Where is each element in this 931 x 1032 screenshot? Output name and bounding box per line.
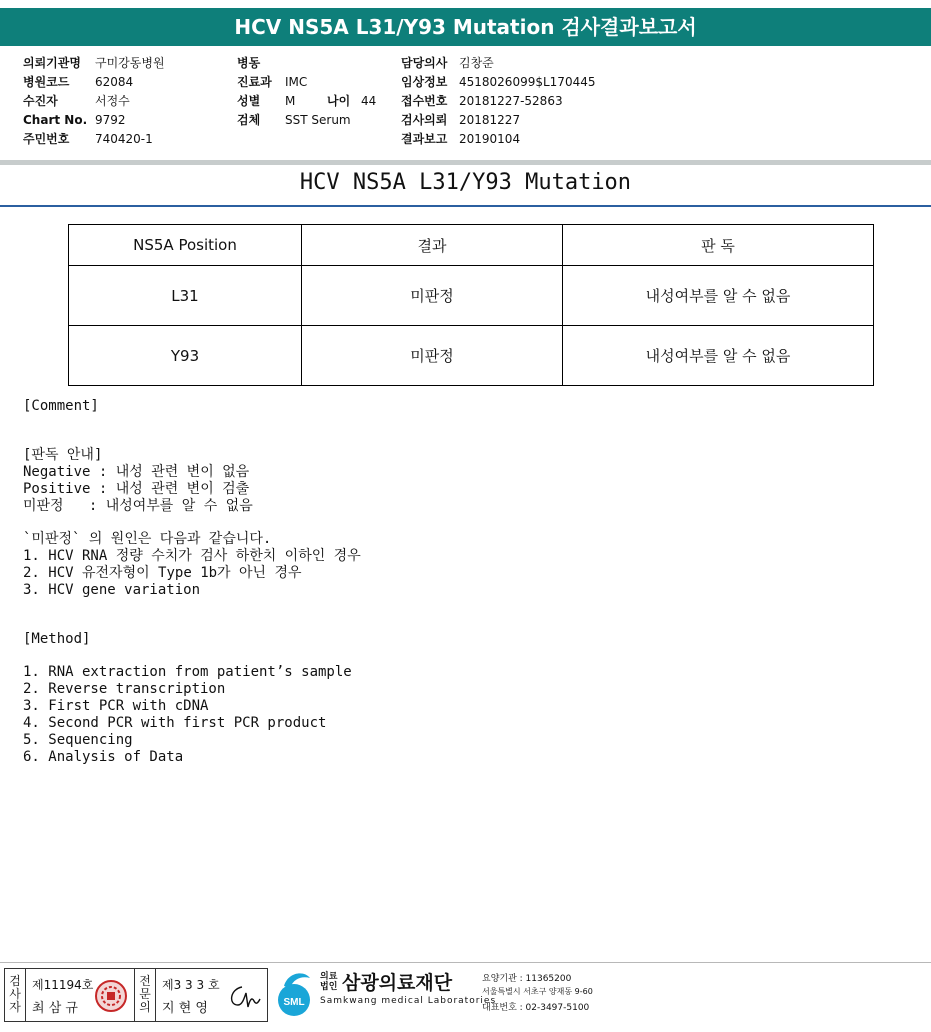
info-label: 병동 (237, 56, 261, 70)
guide-heading: [판독 안내] (23, 447, 103, 463)
info-value: 김창준 (459, 56, 494, 70)
method-step: 2. Reverse transcription (23, 681, 226, 697)
doctor-license: 제3 3 3 호 (162, 978, 220, 992)
info-column-2 (237, 54, 376, 130)
info-label: 의뢰기관명 (23, 56, 81, 70)
info-value: 20181227 (459, 113, 521, 127)
report-title: HCV NS5A L31/Y93 Mutation (299, 170, 632, 195)
method-step: 1. RNA extraction from patient’s sample (23, 664, 352, 680)
doctor-label-cell (135, 969, 156, 1021)
info-label: 담당의사 (401, 56, 448, 70)
title-underline (0, 205, 931, 207)
info-value: 20181227-52863 (459, 94, 563, 108)
info-label: 주민번호 (23, 132, 70, 146)
guide-line: 미판정 : 내성여부를 알 수 없음 (23, 498, 253, 514)
info-label: 성별 (237, 94, 261, 108)
patient-info (0, 54, 931, 154)
doctor-name: 지 현 영 (162, 1001, 208, 1016)
column-header: 판 독 (563, 225, 874, 266)
info-column-1 (23, 54, 165, 149)
comment-section (23, 398, 903, 766)
info-label: 병원코드 (23, 75, 70, 89)
method-step: 5. Sequencing (23, 732, 133, 748)
interpretation-cell: 내성여부를 알 수 없음 (563, 266, 874, 326)
org-address: 서울특별시 서초구 양재동 9-60 (482, 987, 593, 996)
interpretation-cell: 내성여부를 알 수 없음 (563, 326, 874, 386)
info-label: 접수번호 (401, 94, 448, 108)
info-value: M (285, 94, 296, 108)
org-prefix: 의료 법인 (320, 972, 338, 992)
seal-icon (94, 979, 128, 1013)
info-label: 수진자 (23, 94, 58, 108)
info-value: 740420-1 (95, 132, 153, 146)
info-label: 검체 (237, 113, 261, 127)
column-header: NS5A Position (69, 225, 302, 266)
info-value: 20190104 (459, 132, 521, 146)
result-cell: 미판정 (302, 326, 563, 386)
table-row (69, 326, 874, 386)
report-header-title: HCV NS5A L31/Y93 Mutation 검사결과보고서 (234, 15, 697, 39)
logo-text: SML (283, 997, 305, 1008)
cause-item: 2. HCV 유전자형이 Type 1b가 아닌 경우 (23, 565, 302, 581)
examiner-name: 최 삼 규 (32, 1001, 78, 1016)
age-value: 44 (361, 94, 377, 108)
guide-line: Negative : 내성 관련 변이 없음 (23, 464, 250, 480)
info-label: 임상정보 (401, 75, 448, 89)
examiner-cell (26, 969, 135, 1021)
report-header (0, 8, 931, 46)
footer-divider (0, 962, 931, 963)
info-value: 서정수 (95, 94, 130, 108)
results-table (68, 224, 874, 386)
info-value: 구미강동병원 (95, 56, 165, 70)
organization-logo (270, 966, 930, 1022)
info-value: 9792 (95, 113, 126, 127)
method-step: 6. Analysis of Data (23, 749, 184, 765)
table-row (69, 266, 874, 326)
signature-icon (226, 981, 262, 1011)
position-cell: Y93 (69, 326, 302, 386)
info-value: 4518026099$L170445 (459, 75, 596, 89)
info-column-3 (401, 54, 595, 149)
section-divider (0, 160, 931, 165)
cause-intro: `미판정` 의 원인은 다음과 같습니다. (23, 531, 272, 547)
info-value: IMC (285, 75, 308, 89)
info-value: 62084 (95, 75, 134, 89)
examiner-license: 제11194호 (32, 978, 94, 992)
age-label: 나이 (327, 94, 351, 108)
guide-line: Positive : 내성 관련 변이 검출 (23, 481, 250, 497)
doctor-label: 전문의 (139, 974, 151, 1014)
sml-logo-icon (270, 968, 316, 1018)
info-value: SST Serum (285, 113, 351, 127)
org-name: 삼광의료재단 (342, 972, 453, 994)
org-code: 요양기관 : 11365200 (482, 974, 572, 984)
doctor-cell (156, 969, 266, 1021)
org-phone: 대표번호 : 02-3497-5100 (482, 1003, 590, 1013)
position-cell: L31 (69, 266, 302, 326)
org-english-name: Samkwang medical Laboratories (320, 996, 497, 1006)
cause-item: 3. HCV gene variation (23, 582, 201, 598)
column-header: 결과 (302, 225, 563, 266)
table-header-row (69, 225, 874, 266)
signature-box (4, 968, 268, 1022)
examiner-label-cell (5, 969, 26, 1021)
info-label: 검사의뢰 (401, 113, 448, 127)
info-label: 진료과 (237, 75, 272, 89)
method-step: 3. First PCR with cDNA (23, 698, 209, 714)
method-heading: [Method] (23, 631, 91, 647)
method-step: 4. Second PCR with first PCR product (23, 715, 327, 731)
cause-item: 1. HCV RNA 정량 수치가 검사 하한치 이하인 경우 (23, 548, 361, 564)
result-cell: 미판정 (302, 266, 563, 326)
info-label: 결과보고 (401, 132, 448, 146)
examiner-label: 검사자 (9, 974, 21, 1014)
comment-heading: [Comment] (23, 398, 99, 414)
info-label: Chart No. (23, 113, 88, 127)
